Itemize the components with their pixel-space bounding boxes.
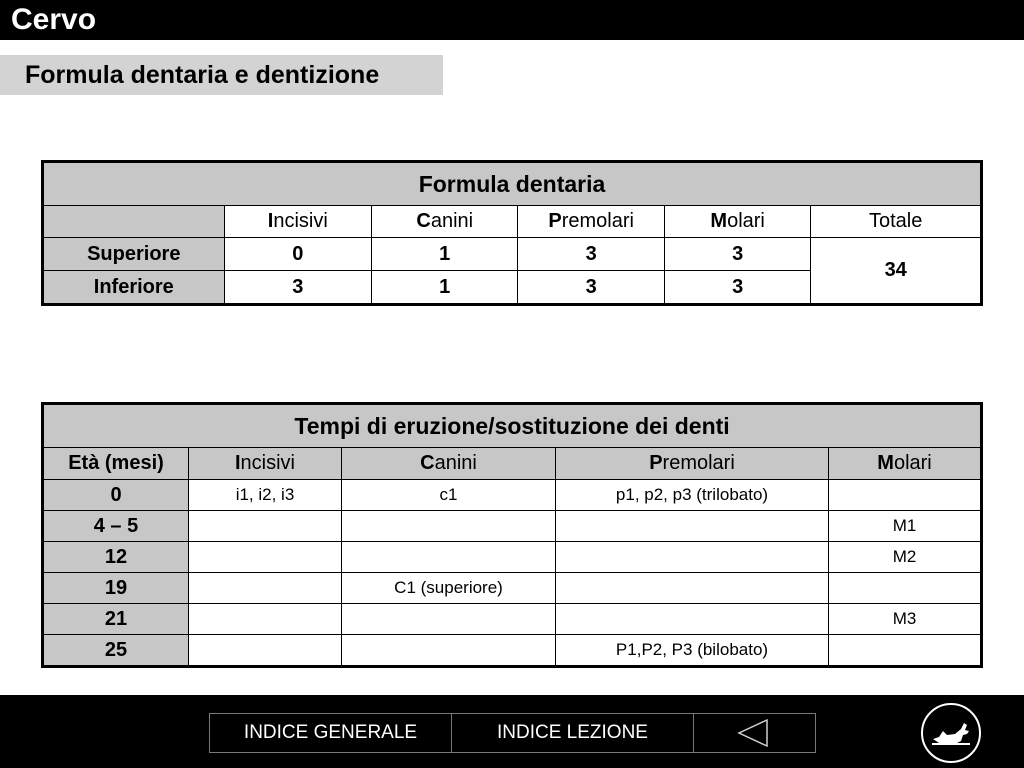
table-cell	[556, 542, 829, 573]
age-cell: 0	[43, 480, 189, 511]
table-cell	[342, 604, 556, 635]
formula-corner-cell	[43, 206, 225, 238]
indice-lezione-button[interactable]: INDICE LEZIONE	[452, 714, 694, 752]
age-cell: 12	[43, 542, 189, 573]
table-cell	[556, 511, 829, 542]
table-cell: 3	[664, 238, 810, 271]
table-cell	[342, 511, 556, 542]
eruption-col-premolari: Premolari	[556, 448, 829, 480]
table-row	[43, 635, 982, 667]
formula-col-incisivi: Incisivi	[224, 206, 371, 238]
formula-col-premolari: Premolari	[518, 206, 664, 238]
table-cell: 0	[224, 238, 371, 271]
table-cell: 1	[372, 238, 518, 271]
eruption-col-molari: Molari	[829, 448, 982, 480]
page-title: Cervo	[11, 3, 97, 36]
table-cell	[189, 511, 342, 542]
section-title: Formula dentaria e dentizione	[25, 61, 380, 89]
formula-col-totale: Totale	[811, 206, 982, 238]
formula-col-canini: Canini	[372, 206, 518, 238]
eruption-table	[41, 402, 983, 668]
table-cell: p1, p2, p3 (trilobato)	[556, 480, 829, 511]
table-cell	[189, 542, 342, 573]
table-cell	[189, 635, 342, 667]
formula-col-molari: Molari	[664, 206, 810, 238]
table-cell	[829, 480, 982, 511]
table-cell: M3	[829, 604, 982, 635]
table-cell: C1 (superiore)	[342, 573, 556, 604]
triangle-left-icon	[736, 718, 770, 748]
table-cell	[342, 635, 556, 667]
section-title-box	[0, 55, 443, 95]
back-button[interactable]	[694, 714, 815, 752]
table-cell	[189, 604, 342, 635]
table-cell: i1, i2, i3	[189, 480, 342, 511]
title-bar	[0, 0, 1024, 40]
total-cell: 34	[811, 238, 982, 305]
indice-generale-button[interactable]: INDICE GENERALE	[210, 714, 452, 752]
table-cell: M1	[829, 511, 982, 542]
table-row	[43, 573, 982, 604]
table-cell	[556, 573, 829, 604]
table-cell	[189, 573, 342, 604]
table-row	[43, 238, 982, 271]
age-cell: 4 – 5	[43, 511, 189, 542]
formula-table	[41, 160, 983, 306]
table-cell: 3	[224, 271, 371, 305]
table-cell	[342, 542, 556, 573]
eruption-table-title: Tempi di eruzione/sostituzione dei denti	[43, 404, 982, 448]
deer-logo-icon[interactable]	[921, 703, 981, 763]
table-cell: 3	[664, 271, 810, 305]
age-cell: 25	[43, 635, 189, 667]
table-row	[43, 511, 982, 542]
table-cell	[829, 635, 982, 667]
table-cell: c1	[342, 480, 556, 511]
age-cell: 19	[43, 573, 189, 604]
table-cell: 3	[518, 238, 664, 271]
table-cell: 1	[372, 271, 518, 305]
footer-nav	[209, 713, 816, 753]
row-label-superiore: Superiore	[43, 238, 225, 271]
table-cell: M2	[829, 542, 982, 573]
row-label-inferiore: Inferiore	[43, 271, 225, 305]
eruption-col-incisivi: Incisivi	[189, 448, 342, 480]
age-cell: 21	[43, 604, 189, 635]
table-cell: P1,P2, P3 (bilobato)	[556, 635, 829, 667]
eruption-col-canini: Canini	[342, 448, 556, 480]
table-row	[43, 604, 982, 635]
table-row	[43, 542, 982, 573]
table-cell	[556, 604, 829, 635]
formula-table-title: Formula dentaria	[43, 162, 982, 206]
table-cell	[829, 573, 982, 604]
table-cell: 3	[518, 271, 664, 305]
table-row	[43, 480, 982, 511]
eruption-col-eta: Età (mesi)	[43, 448, 189, 480]
